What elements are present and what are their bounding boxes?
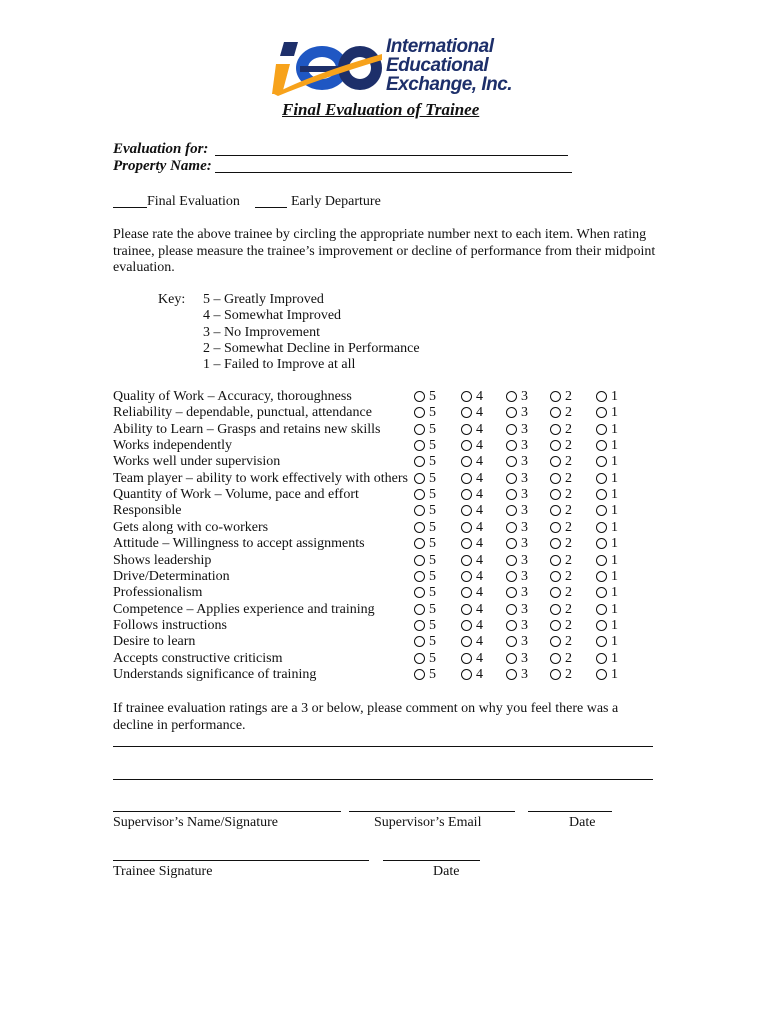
radio-circle-icon[interactable] xyxy=(414,620,425,631)
supervisor-email-line[interactable] xyxy=(349,811,515,812)
radio-circle-icon[interactable] xyxy=(414,571,425,582)
rating-option-label: 5 xyxy=(429,585,436,601)
rating-option-label: 4 xyxy=(476,634,483,650)
radio-circle-icon[interactable] xyxy=(550,620,561,631)
rating-option-label: 2 xyxy=(565,536,572,552)
rating-option-label: 5 xyxy=(429,634,436,650)
radio-circle-icon[interactable] xyxy=(550,522,561,533)
criterion-label: Responsible xyxy=(113,503,182,519)
key-item: 1 – Failed to Improve at all xyxy=(203,357,356,372)
rating-option-label: 2 xyxy=(565,617,572,633)
rating-option-label: 2 xyxy=(565,519,572,535)
rating-row xyxy=(113,634,653,650)
criterion-label: Gets along with co-workers xyxy=(113,519,269,535)
rating-row xyxy=(113,618,653,634)
rating-option-label: 3 xyxy=(521,585,528,601)
radio-circle-icon[interactable] xyxy=(461,407,472,418)
rating-option-label: 5 xyxy=(429,617,436,633)
criterion-label: Ability to Learn – Grasps and retains new skills xyxy=(113,421,381,437)
rating-row xyxy=(113,536,653,552)
radio-circle-icon[interactable] xyxy=(506,505,517,516)
radio-circle-icon[interactable] xyxy=(596,604,607,615)
rating-row xyxy=(113,422,653,438)
radio-circle-icon[interactable] xyxy=(596,407,607,418)
radio-circle-icon[interactable] xyxy=(550,653,561,664)
rating-option-label: 5 xyxy=(429,552,436,568)
radio-circle-icon[interactable] xyxy=(414,669,425,680)
rating-option-label: 4 xyxy=(476,617,483,633)
criterion-label: Works well under supervision xyxy=(113,454,281,470)
rating-option-label: 4 xyxy=(476,585,483,601)
rating-option-label: 5 xyxy=(429,454,436,470)
radio-circle-icon[interactable] xyxy=(550,473,561,484)
radio-circle-icon[interactable] xyxy=(506,571,517,582)
rating-option-label: 3 xyxy=(521,601,528,617)
radio-circle-icon[interactable] xyxy=(506,391,517,402)
radio-circle-icon[interactable] xyxy=(506,489,517,500)
rating-option-label: 3 xyxy=(521,552,528,568)
criterion-label: Attitude – Willingness to accept assignments xyxy=(113,536,365,552)
rating-option-label: 2 xyxy=(565,601,572,617)
radio-circle-icon[interactable] xyxy=(461,489,472,500)
radio-circle-icon[interactable] xyxy=(461,669,472,680)
form-title: Final Evaluation of Trainee xyxy=(282,100,480,119)
radio-circle-icon[interactable] xyxy=(550,669,561,680)
radio-circle-icon[interactable] xyxy=(506,456,517,467)
radio-circle-icon[interactable] xyxy=(596,669,607,680)
rating-row xyxy=(113,553,653,569)
radio-circle-icon[interactable] xyxy=(414,407,425,418)
radio-circle-icon[interactable] xyxy=(461,571,472,582)
radio-circle-icon[interactable] xyxy=(506,407,517,418)
radio-circle-icon[interactable] xyxy=(550,456,561,467)
radio-circle-icon[interactable] xyxy=(414,636,425,647)
radio-circle-icon[interactable] xyxy=(414,489,425,500)
company-logo xyxy=(272,34,512,98)
rating-option-label: 4 xyxy=(476,503,483,519)
radio-circle-icon[interactable] xyxy=(550,391,561,402)
rating-option-label: 3 xyxy=(521,487,528,503)
radio-circle-icon[interactable] xyxy=(596,440,607,451)
radio-circle-icon[interactable] xyxy=(596,473,607,484)
radio-circle-icon[interactable] xyxy=(550,424,561,435)
rating-option-label: 2 xyxy=(565,634,572,650)
rating-row xyxy=(113,454,653,470)
rating-option-label: 3 xyxy=(521,438,528,454)
rating-row xyxy=(113,471,653,487)
radio-circle-icon[interactable] xyxy=(414,505,425,516)
final-evaluation-label: Final Evaluation xyxy=(147,194,240,209)
date-line-2[interactable] xyxy=(383,860,480,861)
rating-option-label: 4 xyxy=(476,666,483,682)
radio-circle-icon[interactable] xyxy=(461,636,472,647)
radio-circle-icon[interactable] xyxy=(414,587,425,598)
radio-circle-icon[interactable] xyxy=(414,391,425,402)
key-item: 5 – Greatly Improved xyxy=(203,292,324,307)
radio-circle-icon[interactable] xyxy=(596,391,607,402)
radio-circle-icon[interactable] xyxy=(414,440,425,451)
rating-option-label: 2 xyxy=(565,389,572,404)
comment-prompt: If trainee evaluation ratings are a 3 or below, please comment on why you feel there was a decline in performance. xyxy=(113,701,619,733)
radio-circle-icon[interactable] xyxy=(506,538,517,549)
rating-option-label: 2 xyxy=(565,454,572,470)
radio-circle-icon[interactable] xyxy=(596,505,607,516)
radio-circle-icon[interactable] xyxy=(506,669,517,680)
rating-option-label: 2 xyxy=(565,666,572,682)
rating-option-label: 5 xyxy=(429,438,436,454)
rating-option-label: 3 xyxy=(521,470,528,486)
rating-option-label: 1 xyxy=(611,634,618,650)
radio-circle-icon[interactable] xyxy=(461,473,472,484)
evaluation-for-label: Evaluation for: xyxy=(113,141,209,157)
rating-option-label: 4 xyxy=(476,650,483,666)
radio-circle-icon[interactable] xyxy=(596,489,607,500)
radio-circle-icon[interactable] xyxy=(506,555,517,566)
rating-row xyxy=(113,569,653,585)
radio-circle-icon[interactable] xyxy=(506,587,517,598)
radio-circle-icon[interactable] xyxy=(506,653,517,664)
rating-option-label: 1 xyxy=(611,503,618,519)
criterion-label: Competence – Applies experience and training xyxy=(113,601,375,617)
rating-option-label: 4 xyxy=(476,536,483,552)
radio-circle-icon[interactable] xyxy=(596,538,607,549)
rating-option-label: 3 xyxy=(521,503,528,519)
rating-option-label: 1 xyxy=(611,601,618,617)
rating-option-label: 5 xyxy=(429,487,436,503)
rating-option-label: 5 xyxy=(429,421,436,437)
rating-option-label: 1 xyxy=(611,666,618,682)
rating-option-label: 1 xyxy=(611,568,618,584)
rating-option-label: 4 xyxy=(476,405,483,421)
rating-option-label: 3 xyxy=(521,634,528,650)
key-item: 2 – Somewhat Decline in Performance xyxy=(203,341,420,356)
rating-row xyxy=(113,585,653,601)
radio-circle-icon[interactable] xyxy=(550,571,561,582)
rating-option-label: 1 xyxy=(611,536,618,552)
radio-circle-icon[interactable] xyxy=(550,489,561,500)
rating-option-label: 5 xyxy=(429,536,436,552)
rating-option-label: 5 xyxy=(429,650,436,666)
rating-option-label: 4 xyxy=(476,389,483,404)
radio-circle-icon[interactable] xyxy=(414,538,425,549)
criterion-label: Drive/Determination xyxy=(113,568,230,584)
rating-option-label: 1 xyxy=(611,405,618,421)
final-evaluation-blank[interactable] xyxy=(113,207,147,208)
radio-circle-icon[interactable] xyxy=(506,620,517,631)
rating-option-label: 2 xyxy=(565,585,572,601)
radio-circle-icon[interactable] xyxy=(414,456,425,467)
logo-line-3: Exchange, Inc. xyxy=(386,74,513,95)
radio-circle-icon[interactable] xyxy=(461,653,472,664)
radio-circle-icon[interactable] xyxy=(461,555,472,566)
rating-option-label: 4 xyxy=(476,552,483,568)
rating-option-label: 2 xyxy=(565,470,572,486)
radio-circle-icon[interactable] xyxy=(506,604,517,615)
radio-circle-icon[interactable] xyxy=(461,505,472,516)
radio-circle-icon[interactable] xyxy=(506,424,517,435)
rating-option-label: 4 xyxy=(476,438,483,454)
key-item: 3 – No Improvement xyxy=(203,325,321,340)
radio-circle-icon[interactable] xyxy=(596,587,607,598)
rating-option-label: 3 xyxy=(521,650,528,666)
rating-option-label: 1 xyxy=(611,438,618,454)
radio-circle-icon[interactable] xyxy=(550,440,561,451)
rating-option-label: 2 xyxy=(565,421,572,437)
rating-option-label: 4 xyxy=(476,519,483,535)
rating-option-label: 1 xyxy=(611,421,618,437)
radio-circle-icon[interactable] xyxy=(596,636,607,647)
radio-circle-icon[interactable] xyxy=(461,604,472,615)
supervisor-email-label: Supervisor’s Email xyxy=(374,815,482,830)
supervisor-name-line[interactable] xyxy=(113,811,341,812)
rating-option-label: 5 xyxy=(429,568,436,584)
radio-circle-icon[interactable] xyxy=(550,636,561,647)
date-label-2: Date xyxy=(433,864,460,879)
radio-circle-icon[interactable] xyxy=(461,440,472,451)
early-departure-blank[interactable] xyxy=(255,207,287,208)
radio-circle-icon[interactable] xyxy=(414,522,425,533)
rating-option-label: 5 xyxy=(429,389,436,404)
early-departure-label: Early Departure xyxy=(291,194,381,209)
rating-option-label: 5 xyxy=(429,503,436,519)
rating-option-label: 1 xyxy=(611,487,618,503)
date-line-1[interactable] xyxy=(528,811,612,812)
rating-option-label: 3 xyxy=(521,617,528,633)
criterion-label: Accepts constructive criticism xyxy=(113,650,283,666)
criterion-label: Quality of Work – Accuracy, thoroughness xyxy=(113,389,352,404)
radio-circle-icon[interactable] xyxy=(461,456,472,467)
radio-circle-icon[interactable] xyxy=(550,587,561,598)
rating-option-label: 3 xyxy=(521,519,528,535)
rating-option-label: 2 xyxy=(565,568,572,584)
radio-circle-icon[interactable] xyxy=(414,473,425,484)
radio-circle-icon[interactable] xyxy=(550,407,561,418)
rating-option-label: 4 xyxy=(476,421,483,437)
radio-circle-icon[interactable] xyxy=(414,555,425,566)
rating-option-label: 1 xyxy=(611,519,618,535)
logo-line-2: Educational xyxy=(386,55,489,76)
rating-option-label: 1 xyxy=(611,650,618,666)
rating-option-label: 4 xyxy=(476,470,483,486)
radio-circle-icon[interactable] xyxy=(596,424,607,435)
rating-option-label: 3 xyxy=(521,536,528,552)
criterion-label: Understands significance of training xyxy=(113,666,317,682)
rating-option-label: 1 xyxy=(611,470,618,486)
key-item: 4 – Somewhat Improved xyxy=(203,308,342,323)
radio-circle-icon[interactable] xyxy=(461,391,472,402)
evaluation-for-field[interactable] xyxy=(215,155,568,156)
rating-row xyxy=(113,503,653,519)
radio-circle-icon[interactable] xyxy=(461,424,472,435)
rating-option-label: 1 xyxy=(611,617,618,633)
radio-circle-icon[interactable] xyxy=(461,522,472,533)
rating-row xyxy=(113,487,653,503)
criterion-label: Professionalism xyxy=(113,585,203,601)
rating-row xyxy=(113,520,653,536)
rating-row xyxy=(113,438,653,454)
trainee-signature-label: Trainee Signature xyxy=(113,864,213,879)
rating-row xyxy=(113,667,653,683)
radio-circle-icon[interactable] xyxy=(506,636,517,647)
radio-circle-icon[interactable] xyxy=(596,555,607,566)
rating-row xyxy=(113,405,653,421)
trainee-signature-line[interactable] xyxy=(113,860,369,861)
rating-option-label: 5 xyxy=(429,666,436,682)
rating-option-label: 3 xyxy=(521,454,528,470)
criterion-label: Follows instructions xyxy=(113,617,227,633)
criterion-label: Quantity of Work – Volume, pace and effort xyxy=(113,487,359,503)
rating-option-label: 1 xyxy=(611,552,618,568)
radio-circle-icon[interactable] xyxy=(461,538,472,549)
rating-option-label: 2 xyxy=(565,487,572,503)
rating-option-label: 2 xyxy=(565,650,572,666)
rating-option-label: 3 xyxy=(521,421,528,437)
criterion-label: Works independently xyxy=(113,438,233,454)
rating-option-label: 4 xyxy=(476,601,483,617)
radio-circle-icon[interactable] xyxy=(596,620,607,631)
rating-row xyxy=(113,389,653,405)
rating-option-label: 1 xyxy=(611,454,618,470)
radio-circle-icon[interactable] xyxy=(550,555,561,566)
rating-row xyxy=(113,602,653,618)
key-label: Key: xyxy=(158,292,186,307)
rating-option-label: 2 xyxy=(565,405,572,421)
rating-option-label: 3 xyxy=(521,389,528,404)
radio-circle-icon[interactable] xyxy=(596,571,607,582)
rating-row xyxy=(113,651,653,667)
radio-circle-icon[interactable] xyxy=(414,604,425,615)
comment-line-1[interactable] xyxy=(113,746,653,747)
criterion-label: Reliability – dependable, punctual, attendance xyxy=(113,405,372,421)
ieo-logo-mark xyxy=(272,34,384,98)
rating-option-label: 3 xyxy=(521,568,528,584)
rating-option-label: 3 xyxy=(521,405,528,421)
radio-circle-icon[interactable] xyxy=(414,653,425,664)
criterion-label: Desire to learn xyxy=(113,634,196,650)
rating-option-label: 2 xyxy=(565,552,572,568)
radio-circle-icon[interactable] xyxy=(461,620,472,631)
radio-circle-icon[interactable] xyxy=(506,440,517,451)
rating-option-label: 2 xyxy=(565,503,572,519)
rating-option-label: 1 xyxy=(611,585,618,601)
rating-option-label: 4 xyxy=(476,487,483,503)
radio-circle-icon[interactable] xyxy=(550,604,561,615)
radio-circle-icon[interactable] xyxy=(596,456,607,467)
property-name-label: Property Name: xyxy=(113,158,212,174)
rating-option-label: 5 xyxy=(429,601,436,617)
radio-circle-icon[interactable] xyxy=(550,505,561,516)
radio-circle-icon[interactable] xyxy=(506,473,517,484)
radio-circle-icon[interactable] xyxy=(414,424,425,435)
rating-option-label: 2 xyxy=(565,438,572,454)
radio-circle-icon[interactable] xyxy=(506,522,517,533)
supervisor-name-label: Supervisor’s Name/Signature xyxy=(113,815,278,830)
criterion-label: Shows leadership xyxy=(113,552,212,568)
rating-option-label: 5 xyxy=(429,470,436,486)
radio-circle-icon[interactable] xyxy=(461,587,472,598)
radio-circle-icon[interactable] xyxy=(596,522,607,533)
rating-option-label: 5 xyxy=(429,519,436,535)
date-label-1: Date xyxy=(569,815,596,830)
rating-option-label: 3 xyxy=(521,666,528,682)
radio-circle-icon[interactable] xyxy=(550,538,561,549)
comment-line-2[interactable] xyxy=(113,779,653,780)
rating-option-label: 4 xyxy=(476,454,483,470)
property-name-field[interactable] xyxy=(215,172,572,173)
rating-option-label: 1 xyxy=(611,389,618,404)
logo-line-1: International xyxy=(386,36,494,57)
radio-circle-icon[interactable] xyxy=(596,653,607,664)
criterion-label: Team player – ability to work effectively with others xyxy=(113,470,409,486)
instructions-paragraph: Please rate the above trainee by circling the appropriate number next to each item. When rating trainee, please measure the trainee’s improvement or decline of performance from their midpoint evaluation. xyxy=(113,227,656,275)
rating-option-label: 4 xyxy=(476,568,483,584)
rating-option-label: 5 xyxy=(429,405,436,421)
